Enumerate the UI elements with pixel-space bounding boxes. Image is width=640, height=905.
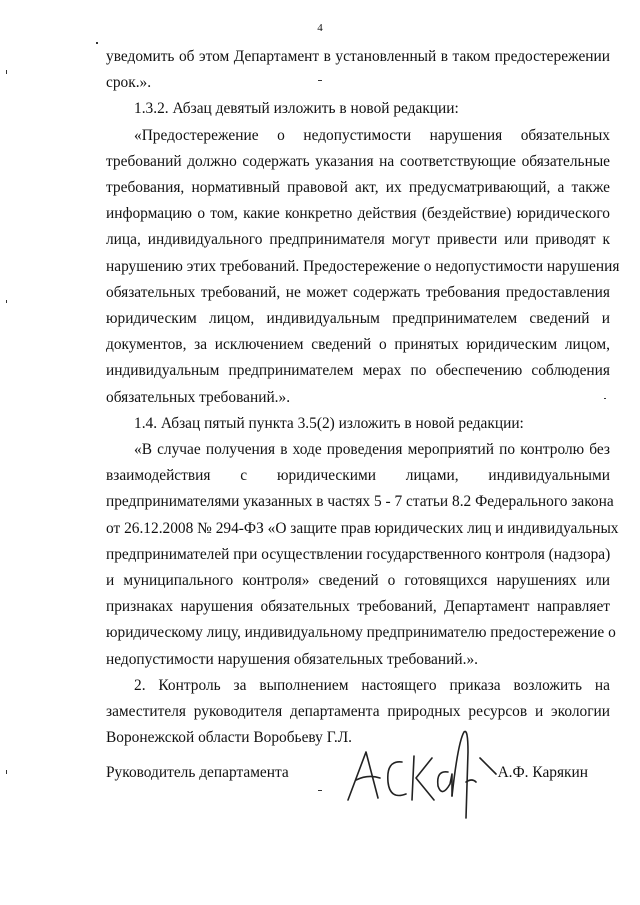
- text-line: уведомить об этом Департамент в установленный в таком предостережении: [106, 48, 610, 65]
- text-line: лица, индивидуального предпринимателя могут привести или приводят к: [106, 231, 610, 249]
- text-line: заместителя руководителя департамента природных ресурсов и экологии: [106, 703, 610, 721]
- text-line: от 26.12.2008 № 294-ФЗ «О защите прав юридических лиц и индивидуальных: [106, 519, 619, 537]
- text-line: предпринимателей при осуществлении государственного контроля (надзора): [106, 545, 611, 563]
- scan-speck: [6, 70, 7, 74]
- text-line: юридическим лицом, индивидуальным предпринимателем сведений и: [106, 310, 610, 328]
- text-line: предпринимателями указанных в частях 5 - 7 статьи 8.2 Федерального закона: [106, 493, 614, 511]
- signatory-title: Руководитель департамента: [106, 764, 289, 781]
- scan-speck: [6, 770, 7, 774]
- text-line: обязательных требований, не может содержать требования предоставления: [106, 283, 610, 301]
- scan-speck: [96, 42, 98, 44]
- text-line: срок.».: [106, 74, 152, 92]
- text-line: взаимодействия с юридическими лицами, индивидуальными: [106, 467, 610, 485]
- scan-speck: [6, 300, 7, 303]
- text-line: нарушению этих требований. Предостережение о недопустимости нарушения: [106, 257, 620, 275]
- handwritten-signature: [340, 722, 500, 822]
- text-line: Воронежской области Воробьеву Г.Л.: [106, 729, 352, 747]
- body-text: [106, 44, 620, 751]
- text-line: 2. Контроль за выполнением настоящего приказа возложить на: [134, 676, 610, 694]
- text-line: «В случае получения в ходе проведения мероприятий по контролю без: [134, 441, 610, 459]
- scan-speck: [318, 790, 322, 791]
- text-line: «Предостережение о недопустимости нарушения обязательных: [134, 126, 610, 144]
- text-line: информацию о том, какие конкретно действия (бездействие) юридического: [106, 205, 610, 223]
- text-line: юридическому лицу, индивидуальному предпринимателю предостережение о: [106, 624, 616, 642]
- text-line: обязательных требований.».: [106, 388, 291, 406]
- text-line: недопустимости нарушения обязательных требований.».: [106, 650, 478, 668]
- text-line: требования, нормативный правовой акт, их предусматривающий, а также: [106, 179, 610, 197]
- signatory-name: А.Ф. Карякин: [497, 764, 588, 781]
- scan-speck: [318, 80, 322, 81]
- text-line: 1.4. Абзац пятый пункта 3.5(2) изложить в новой редакции:: [134, 414, 524, 432]
- text-line: признаках нарушения обязательных требований, Департамент направляет: [106, 598, 610, 616]
- text-line: требований должно содержать указания на соответствующие обязательные: [106, 152, 610, 170]
- page-number: 4: [317, 22, 323, 34]
- text-line: документов, за исключением сведений о принятых юридическим лицом,: [106, 336, 610, 354]
- text-line: индивидуальным предпринимателем мерах по обеспечению соблюдения: [106, 362, 610, 380]
- text-line: 1.3.2. Абзац девятый изложить в новой редакции:: [134, 100, 459, 118]
- text-line: и муниципального контроля» сведений о готовящихся нарушениях или: [106, 572, 610, 590]
- scan-speck: [604, 398, 606, 399]
